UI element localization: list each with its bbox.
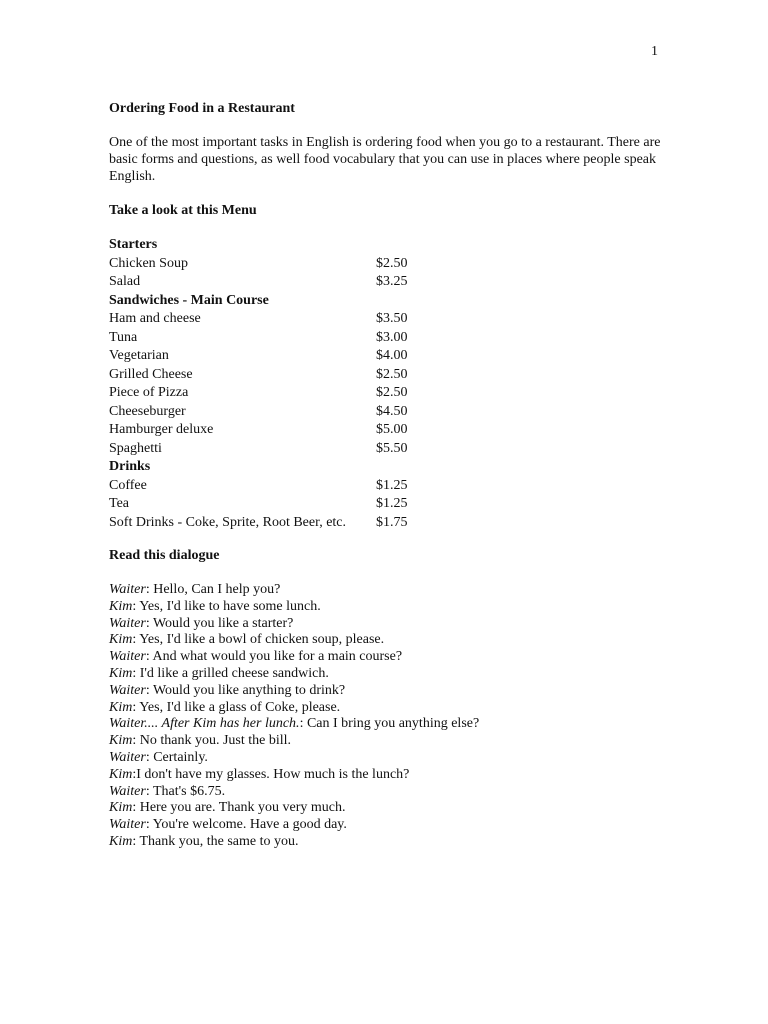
menu-item [109, 366, 669, 385]
drinks-list [109, 477, 669, 533]
intro-paragraph: One of the most important tasks in English is ordering food when you go to a restaurant. There are basic forms and questions, as well food vocabulary that you can use in places where people speak English. [109, 135, 661, 184]
dialogue-text: Yes, I'd like a glass of Coke, please. [139, 699, 341, 715]
menu-item-price: $2.50 [376, 385, 408, 400]
menu-item [109, 255, 669, 274]
menu-item-price: $3.25 [376, 274, 408, 289]
dialogue-line [109, 616, 669, 633]
dialogue-separator: : [132, 665, 140, 681]
dialogue-speaker: Kim [109, 665, 133, 681]
menu-item [109, 347, 669, 366]
menu-item [109, 421, 669, 440]
dialogue-separator: : [145, 582, 154, 597]
dialogue-speaker: Waiter [109, 615, 146, 631]
dialogue-line [109, 683, 669, 700]
dialogue-line [109, 666, 669, 683]
menu-item-price: $1.25 [376, 496, 408, 511]
starters-list [109, 255, 669, 292]
dialogue-line [109, 700, 669, 717]
menu-item [109, 310, 669, 329]
menu-item [109, 495, 669, 514]
menu-item-price: $1.25 [376, 477, 408, 493]
menu [109, 236, 669, 532]
menu-item [109, 273, 669, 292]
menu-item-price: $5.00 [376, 422, 408, 437]
menu-item-name: Ham and cheese [109, 311, 201, 326]
dialogue-text: That's $6.75. [152, 783, 226, 799]
menu-item-name: Cheeseburger [109, 403, 186, 419]
document-body [109, 100, 669, 851]
menu-item-name: Coffee [109, 477, 147, 493]
dialogue-text: Here you are. Thank you very much. [139, 800, 346, 816]
dialogue-speaker: Kim [109, 766, 133, 782]
menu-item-name: Chicken Soup [109, 255, 188, 271]
menu-item-price: $2.50 [376, 255, 408, 271]
dialogue-heading: Read this dialogue [109, 548, 220, 563]
dialogue-text: Would you like a starter? [152, 615, 294, 631]
menu-item-name: Spaghetti [109, 440, 162, 456]
dialogue-line [109, 834, 669, 851]
dialogue-speaker: Waiter [109, 783, 146, 799]
dialogue-separator: : [299, 716, 307, 732]
menu-item-name: Soft Drinks - Coke, Sprite, Root Beer, etc. [109, 514, 347, 530]
dialogue-line [109, 599, 669, 616]
dialogue-speaker: Kim [109, 733, 133, 749]
dialogue-line [109, 817, 669, 834]
dialogue-text: Yes, I'd like a bowl of chicken soup, please. [139, 632, 385, 648]
menu-item-price: $3.50 [376, 311, 408, 326]
dialogue-separator: : [132, 766, 137, 782]
dialogue-line [109, 800, 669, 817]
dialogue-speaker: Waiter.... After Kim has her lunch. [109, 716, 300, 732]
dialogue-line [109, 716, 669, 733]
menu-item-name: Vegetarian [109, 348, 169, 363]
dialogue-speaker: Kim [109, 833, 133, 849]
dialogue-speaker: Waiter [109, 817, 146, 833]
dialogue-line [109, 632, 669, 649]
menu-item-price: $3.00 [376, 329, 408, 345]
dialogue-separator: : [132, 833, 140, 849]
dialogue-separator: : [132, 598, 140, 614]
dialogue-speaker: Waiter [109, 749, 146, 765]
dialogue-text: Yes, I'd like to have some lunch. [139, 598, 321, 614]
dialogue-line [109, 784, 669, 801]
dialogue-separator: : [132, 699, 140, 715]
dialogue-speaker: Kim [109, 699, 133, 715]
dialogue-speaker: Kim [109, 800, 133, 816]
menu-item-name: Grilled Cheese [109, 366, 193, 382]
menu-section-starters: Starters [109, 237, 158, 252]
page-number: 1 [651, 44, 658, 59]
dialogue-speaker: Kim [109, 632, 133, 648]
menu-item-price: $4.00 [376, 348, 408, 363]
menu-item-price: $4.50 [376, 403, 408, 419]
dialogue-line [109, 733, 669, 750]
dialogue-speaker: Waiter [109, 649, 146, 665]
dialogue-text: I'd like a grilled cheese sandwich. [139, 665, 329, 681]
dialogue-text: Can I bring you anything else? [306, 716, 480, 732]
dialogue-text: Certainly. [153, 749, 208, 765]
dialogue-text: Hello, Can I help you? [153, 582, 281, 597]
dialogue-separator: : [145, 615, 153, 631]
dialogue-line [109, 649, 669, 666]
dialogue [109, 582, 669, 851]
dialogue-separator: : [145, 649, 153, 665]
dialogue-line [109, 767, 669, 784]
dialogue-text: Would you like anything to drink? [152, 682, 346, 698]
dialogue-separator: : [145, 749, 154, 765]
menu-heading: Take a look at this Menu [109, 203, 257, 218]
menu-item-name: Tuna [109, 329, 138, 345]
dialogue-speaker: Waiter [109, 682, 146, 698]
menu-item [109, 477, 669, 496]
main-course-list [109, 310, 669, 458]
menu-item [109, 384, 669, 403]
dialogue-separator: : [132, 632, 140, 648]
menu-section-main-course: Sandwiches - Main Course [109, 292, 269, 308]
dialogue-separator: : [145, 817, 153, 833]
menu-item-price: $2.50 [376, 366, 408, 382]
dialogue-speaker: Kim [109, 598, 133, 614]
menu-item-price: $1.75 [376, 514, 408, 530]
menu-item [109, 403, 669, 422]
menu-item-name: Hamburger deluxe [109, 422, 214, 437]
menu-item-name: Salad [109, 274, 141, 289]
dialogue-line [109, 750, 669, 767]
dialogue-text: You're welcome. Have a good day. [152, 817, 347, 833]
dialogue-text: I don't have my glasses. How much is the lunch? [136, 766, 410, 782]
dialogue-speaker: Waiter [109, 582, 146, 597]
dialogue-separator: : [132, 800, 140, 816]
dialogue-separator: : [132, 733, 140, 749]
menu-section-drinks: Drinks [109, 459, 151, 474]
dialogue-text: And what would you like for a main course? [152, 649, 403, 665]
page-title: Ordering Food in a Restaurant [109, 101, 295, 116]
dialogue-line [109, 582, 669, 599]
menu-item [109, 329, 669, 348]
dialogue-text: No thank you. Just the bill. [139, 733, 292, 749]
menu-item-name: Piece of Pizza [109, 385, 189, 400]
dialogue-separator: : [145, 682, 153, 698]
dialogue-separator: : [145, 783, 153, 799]
dialogue-text: Thank you, the same to you. [139, 833, 299, 849]
menu-item [109, 440, 669, 459]
menu-item-name: Tea [109, 496, 130, 511]
menu-item [109, 514, 669, 533]
menu-item-price: $5.50 [376, 440, 408, 456]
